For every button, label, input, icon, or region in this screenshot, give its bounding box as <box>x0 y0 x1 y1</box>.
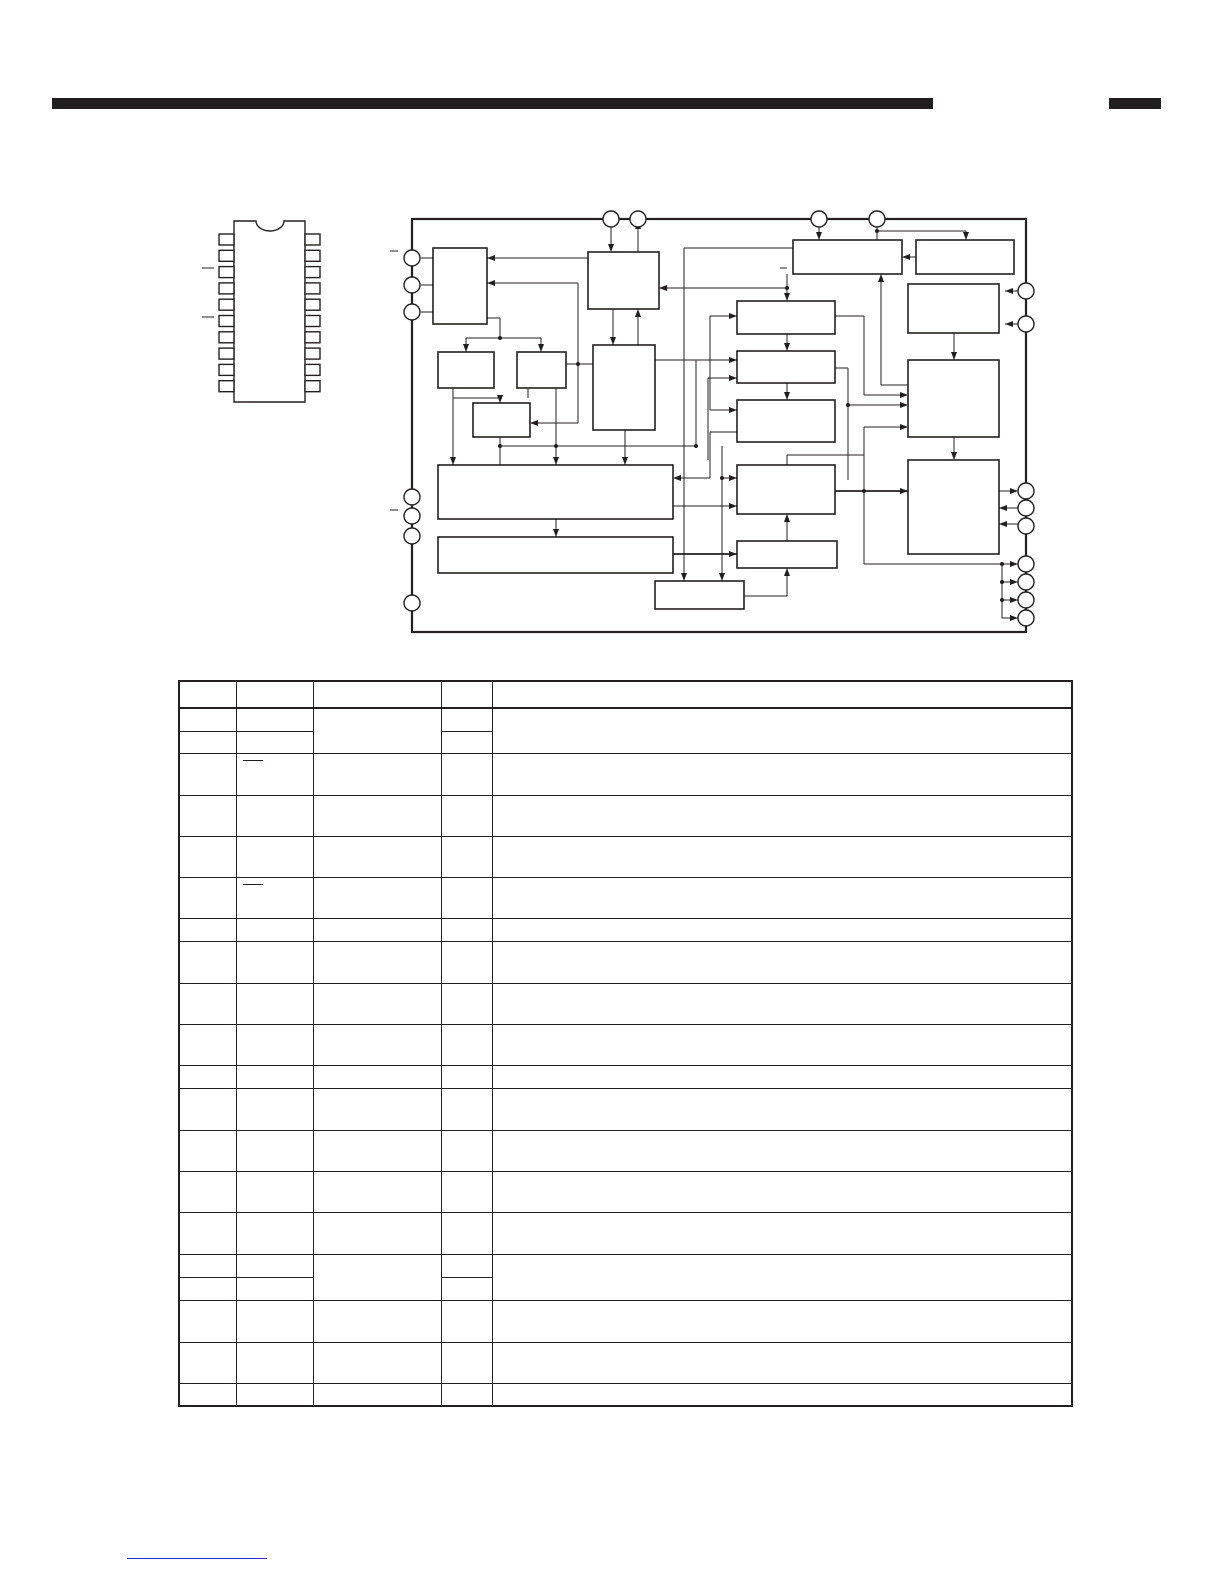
block-driver-in <box>908 284 999 333</box>
table-cell <box>236 1024 313 1065</box>
table-cell <box>179 983 236 1024</box>
pin-right-1 <box>1018 283 1034 299</box>
table-cell <box>313 795 441 836</box>
table-cell <box>441 708 492 731</box>
table-cell <box>179 1383 236 1406</box>
table-cell <box>441 983 492 1024</box>
pin-top-4 <box>869 211 885 227</box>
pin-left-1 <box>404 250 420 266</box>
block-buffer-a <box>438 352 494 388</box>
table-cell <box>236 1212 313 1254</box>
table-header-row <box>179 681 1072 708</box>
table-row <box>179 836 1072 877</box>
pin-top-3 <box>811 211 827 227</box>
table-cell <box>179 753 236 795</box>
table-cell <box>179 1212 236 1254</box>
table-cell <box>492 983 1072 1024</box>
table-cell <box>441 1088 492 1130</box>
package-pin-right-6 <box>305 316 320 327</box>
table-cell <box>179 1342 236 1383</box>
pin-left-7 <box>404 595 420 611</box>
block-oscillator <box>916 240 1014 274</box>
table-cell <box>236 918 313 941</box>
table-cell <box>441 836 492 877</box>
table-cell <box>236 1342 313 1383</box>
table-cell <box>441 1024 492 1065</box>
table-cell <box>236 1277 313 1300</box>
block-mux <box>908 360 999 437</box>
table-cell <box>313 836 441 877</box>
table-cell <box>313 941 441 983</box>
table-row <box>179 941 1072 983</box>
table-cell <box>179 1254 236 1277</box>
block-counter-a <box>737 301 835 334</box>
table-cell <box>236 753 313 795</box>
table-cell <box>236 1254 313 1277</box>
table-cell <box>441 731 492 753</box>
table-cell <box>179 795 236 836</box>
table-cell <box>236 983 313 1024</box>
table-cell <box>492 1088 1072 1130</box>
table-cell <box>313 708 441 753</box>
block-buffer-b <box>517 352 566 388</box>
table-cell <box>179 1130 236 1171</box>
table-cell <box>492 1254 1072 1300</box>
table-cell <box>313 1171 441 1212</box>
table-cell <box>179 708 236 731</box>
table-cell <box>179 1300 236 1342</box>
block-compare <box>737 465 835 514</box>
table-cell <box>236 795 313 836</box>
pin-left-2 <box>404 277 420 293</box>
table-cell <box>179 1065 236 1088</box>
table-cell <box>441 753 492 795</box>
block-reference <box>655 581 744 609</box>
pin-right-8 <box>1018 592 1034 608</box>
table-cell <box>179 681 236 708</box>
table-cell <box>313 681 441 708</box>
table-cell <box>236 1065 313 1088</box>
table-row <box>179 753 1072 795</box>
table-cell <box>492 1212 1072 1254</box>
table-cell <box>179 1277 236 1300</box>
table-cell <box>441 1130 492 1171</box>
table-cell <box>492 753 1072 795</box>
table-cell <box>179 1024 236 1065</box>
pin-left-5 <box>404 508 420 524</box>
table-cell <box>313 1065 441 1088</box>
table-cell <box>492 836 1072 877</box>
package-pin-right-8 <box>305 348 320 359</box>
table-cell <box>236 941 313 983</box>
pin-right-3 <box>1018 483 1034 499</box>
package-pin-right-4 <box>305 283 320 294</box>
table-cell <box>313 1024 441 1065</box>
block-timing <box>793 240 902 274</box>
table-cell <box>313 1130 441 1171</box>
table-row <box>179 1024 1072 1065</box>
table-cell <box>179 836 236 877</box>
ic-package <box>202 221 320 402</box>
package-pin-right-5 <box>305 299 320 310</box>
table-cell <box>179 941 236 983</box>
table-row <box>179 795 1072 836</box>
overbar-mark <box>243 884 263 885</box>
table-row <box>179 877 1072 918</box>
table-cell <box>441 1065 492 1088</box>
pin-left-6 <box>404 528 420 544</box>
block-latch <box>737 541 837 568</box>
pin-right-2 <box>1018 316 1034 332</box>
table-cell <box>441 1342 492 1383</box>
table-cell <box>441 1383 492 1406</box>
table-row <box>179 918 1072 941</box>
table-row <box>179 1171 1072 1212</box>
block-output-bus <box>438 537 673 573</box>
table-row <box>179 1383 1072 1406</box>
diagram-canvas <box>0 0 1224 680</box>
block-memory-array <box>438 465 673 519</box>
table-cell <box>179 877 236 918</box>
table-cell <box>313 753 441 795</box>
table-cell <box>313 983 441 1024</box>
package-pin-left-9 <box>219 364 234 375</box>
overbar-mark <box>243 760 263 761</box>
table-cell <box>492 681 1072 708</box>
table-cell <box>441 1171 492 1212</box>
table-cell <box>179 1088 236 1130</box>
table-cell <box>236 836 313 877</box>
block-counter-c <box>737 400 835 442</box>
table-cell <box>492 1171 1072 1212</box>
table-cell <box>236 708 313 731</box>
package-pin-left-3 <box>219 267 234 278</box>
table-row <box>179 983 1072 1024</box>
pin-top-2 <box>630 211 646 227</box>
table-cell <box>492 877 1072 918</box>
table-cell <box>492 1300 1072 1342</box>
table-cell <box>492 918 1072 941</box>
table-cell <box>441 1277 492 1300</box>
package-pin-left-10 <box>219 381 234 392</box>
table-cell <box>236 1300 313 1342</box>
package-pin-right-1 <box>305 234 320 245</box>
table-cell <box>441 877 492 918</box>
table-cell <box>236 1088 313 1130</box>
table-cell <box>441 1212 492 1254</box>
table-row <box>179 1065 1072 1088</box>
table-cell <box>313 918 441 941</box>
table-cell <box>492 1130 1072 1171</box>
package-pin-right-10 <box>305 381 320 392</box>
block-counter-b <box>737 351 835 383</box>
footer-link-underline[interactable] <box>127 1558 267 1559</box>
table-cell <box>236 1130 313 1171</box>
table-row <box>179 1342 1072 1383</box>
table-cell <box>492 941 1072 983</box>
table-cell <box>236 1171 313 1212</box>
table-cell <box>441 1254 492 1277</box>
block-diagram <box>390 211 1034 632</box>
package-pin-right-9 <box>305 364 320 375</box>
table-cell <box>179 1171 236 1212</box>
pin-right-5 <box>1018 518 1034 534</box>
package-pin-left-5 <box>219 299 234 310</box>
package-pin-left-4 <box>219 283 234 294</box>
table-cell <box>236 1383 313 1406</box>
table-cell <box>492 1383 1072 1406</box>
table-cell <box>313 877 441 918</box>
table-row <box>179 708 1072 731</box>
table-cell <box>236 681 313 708</box>
table-row <box>179 1300 1072 1342</box>
table-cell <box>313 1254 441 1300</box>
table-cell <box>492 1342 1072 1383</box>
pin-description-table <box>178 680 1073 1407</box>
table-cell <box>179 731 236 753</box>
pin-right-9 <box>1018 610 1034 626</box>
block-control <box>588 252 659 309</box>
table-cell <box>313 1300 441 1342</box>
table-cell <box>441 941 492 983</box>
table-cell <box>492 1024 1072 1065</box>
package-pin-left-8 <box>219 348 234 359</box>
block-input-logic <box>433 248 487 324</box>
package-pin-left-7 <box>219 332 234 343</box>
table-cell <box>236 877 313 918</box>
pin-top-1 <box>603 211 619 227</box>
table-cell <box>492 795 1072 836</box>
table-cell <box>492 1065 1072 1088</box>
table-cell <box>441 1300 492 1342</box>
package-pin-left-2 <box>219 250 234 261</box>
pin-right-4 <box>1018 500 1034 516</box>
package-pin-left-6 <box>219 316 234 327</box>
table-cell <box>492 708 1072 753</box>
table-cell <box>313 1342 441 1383</box>
table-cell <box>313 1383 441 1406</box>
table-cell <box>441 681 492 708</box>
table-cell <box>441 795 492 836</box>
package-pin-right-7 <box>305 332 320 343</box>
table-cell <box>313 1088 441 1130</box>
table-row <box>179 1088 1072 1130</box>
block-select <box>473 403 530 437</box>
block-output-driver <box>908 460 999 554</box>
pin-left-3 <box>404 304 420 320</box>
table-cell <box>236 731 313 753</box>
pin-right-6 <box>1018 556 1034 572</box>
table-cell <box>179 918 236 941</box>
table-cell <box>313 1212 441 1254</box>
table-row <box>179 1212 1072 1254</box>
block-register <box>593 345 655 430</box>
pin-right-7 <box>1018 574 1034 590</box>
pin-left-4 <box>404 489 420 505</box>
table-cell <box>441 918 492 941</box>
package-pin-left-1 <box>219 234 234 245</box>
package-pin-right-2 <box>305 250 320 261</box>
table-row <box>179 1254 1072 1277</box>
table-row <box>179 1130 1072 1171</box>
package-pin-right-3 <box>305 267 320 278</box>
